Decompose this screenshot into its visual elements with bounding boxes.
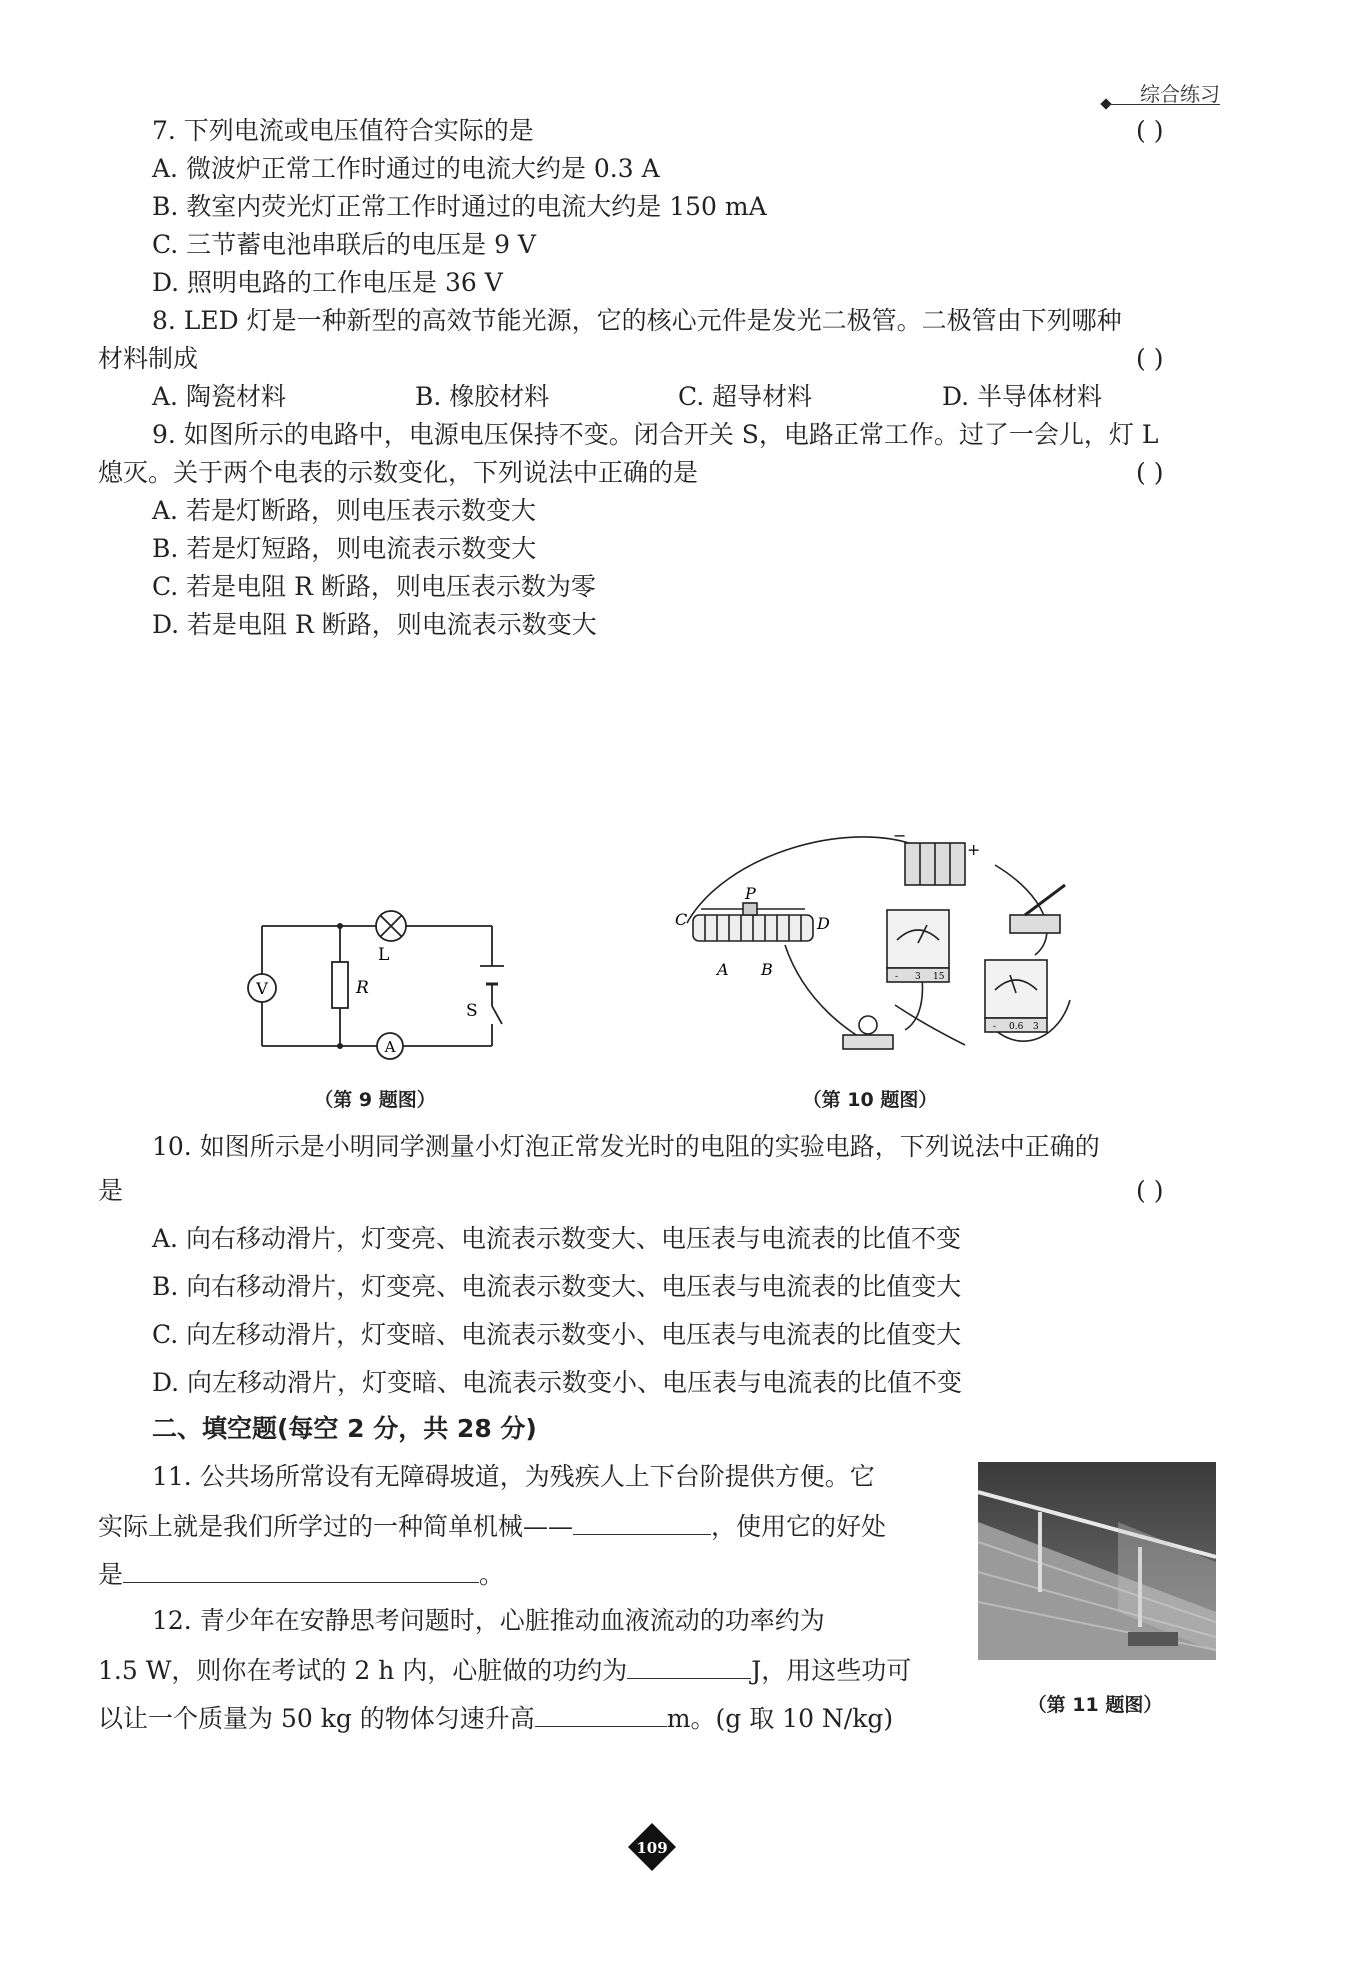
fig10-voltmeter-scale-neg: -: [895, 972, 899, 982]
fig9-resistor-label: R: [356, 978, 369, 998]
q7-option-c: C. 三节蓄电池串联后的电压是 9 V: [152, 230, 536, 259]
q11-line2-text-b: ，使用它的好处: [711, 1512, 887, 1541]
q12-blank-1[interactable]: [627, 1654, 751, 1679]
q7-option-b: B. 教室内荧光灯正常工作时通过的电流大约是 150 mA: [152, 192, 767, 221]
q12-line2-text-a: 1.5 W，则你在考试的 2 h 内，心脏做的功约为: [98, 1656, 628, 1685]
fig11-ramp-photo: [978, 1462, 1216, 1660]
q9-option-a: A. 若是灯断路，则电压表示数变大: [152, 496, 536, 525]
q12-line3-text-b: m。(g 取 10 N/kg): [666, 1704, 894, 1733]
fig9-ammeter-label: A: [384, 1038, 396, 1056]
q8-stem-line2: 材料制成: [98, 344, 199, 373]
fig10-label-a: A: [717, 960, 729, 979]
section-header: 综合练习: [1140, 82, 1220, 106]
fig10-label-p: P: [745, 884, 756, 903]
q10-stem-line2: 是: [98, 1176, 124, 1205]
q10-stem-line1: 10. 如图所示是小明同学测量小灯泡正常发光时的电阻的实验电路，下列说法中正确的: [152, 1132, 1100, 1161]
q12-blank-2[interactable]: [535, 1702, 667, 1727]
fig9-caption: （第 9 题图）: [314, 1089, 436, 1111]
q9-option-c: C. 若是电阻 R 断路，则电压表示数为零: [152, 572, 596, 601]
q8-stem-line1: 8. LED 灯是一种新型的高效节能光源，它的核心元件是发光二极管。二极管由下列哪种: [152, 306, 1122, 335]
header-rule: [1108, 104, 1220, 105]
fig9-voltmeter-label: V: [256, 979, 268, 998]
q12-line3: [98, 1702, 893, 1734]
q11-line3-text-b: 。: [479, 1560, 505, 1589]
q8-option-d: D. 半导体材料: [942, 382, 1103, 411]
q9-answer-paren: ( ): [1136, 458, 1164, 487]
q10-option-b: B. 向右移动滑片，灯变亮、电流表示数变大、电压表与电流表的比值变大: [152, 1272, 962, 1301]
q8-option-c: C. 超导材料: [678, 382, 813, 411]
fig10-voltmeter-scale-3: 3: [915, 972, 921, 982]
fig10-ammeter-scale-3: 3: [1033, 1022, 1039, 1032]
q10-option-a: A. 向右移动滑片，灯变亮、电流表示数变大、电压表与电流表的比值不变: [152, 1224, 961, 1253]
fig10-voltmeter-scale-15: 15: [933, 972, 945, 982]
q12-line2: [98, 1654, 911, 1686]
q11-blank-2[interactable]: [123, 1558, 479, 1583]
q10-option-c: C. 向左移动滑片，灯变暗、电流表示数变小、电压表与电流表的比值变大: [152, 1320, 962, 1349]
q10-answer-paren: ( ): [1136, 1176, 1164, 1205]
q9-stem-line1: 9. 如图所示的电路中，电源电压保持不变。闭合开关 S，电路正常工作。过了一会儿，灯 L: [152, 420, 1159, 449]
page-number: 109: [636, 1839, 668, 1857]
q12-line3-text-a: 以让一个质量为 50 kg 的物体匀速升高: [98, 1704, 535, 1733]
fig10-label-minus: −: [893, 826, 907, 845]
q8-option-a: A. 陶瓷材料: [152, 382, 286, 411]
fig9-circuit-diagram: [230, 900, 530, 1060]
fig9-switch-label: S: [466, 1001, 478, 1021]
q11-line1: 11. 公共场所常设有无障碍坡道，为残疾人上下台阶提供方便。它: [152, 1462, 875, 1491]
fig10-ammeter-scale-neg: -: [993, 1022, 997, 1032]
fig10-ammeter-scale-06: 0.6: [1009, 1022, 1024, 1032]
q10-option-d: D. 向左移动滑片，灯变暗、电流表示数变小、电压表与电流表的比值不变: [152, 1368, 963, 1397]
q9-option-d: D. 若是电阻 R 断路，则电流表示数变大: [152, 610, 597, 639]
fig10-label-d: D: [817, 914, 830, 933]
fig10-caption: （第 10 题图）: [802, 1089, 938, 1111]
q7-stem: 7. 下列电流或电压值符合实际的是: [152, 116, 534, 145]
q7-option-d: D. 照明电路的工作电压是 36 V: [152, 268, 503, 297]
fig10-label-plus: +: [967, 840, 981, 859]
fig9-lamp-label: L: [378, 945, 390, 965]
q7-answer-paren: ( ): [1136, 116, 1164, 145]
q12-line1: 12. 青少年在安静思考问题时，心脏推动血液流动的功率约为: [152, 1606, 825, 1635]
fig10-experiment-diagram: [665, 825, 1085, 1075]
section2-title: 二、填空题(每空 2 分，共 28 分): [152, 1414, 537, 1443]
q11-blank-1[interactable]: [573, 1510, 711, 1535]
q11-line2-text-a: 实际上就是我们所学过的一种简单机械——: [98, 1512, 574, 1541]
q7-option-a: A. 微波炉正常工作时通过的电流大约是 0.3 A: [152, 154, 660, 183]
page-number-badge: [627, 1822, 677, 1872]
q12-line2-text-b: J，用这些功可: [751, 1656, 912, 1685]
q11-line3-text-a: 是: [98, 1560, 124, 1589]
fig10-label-c: C: [675, 910, 688, 929]
q11-line2: [98, 1510, 886, 1542]
q8-option-b: B. 橡胶材料: [415, 382, 550, 411]
q9-option-b: B. 若是灯短路，则电流表示数变大: [152, 534, 537, 563]
q11-line3: [98, 1558, 504, 1590]
q9-stem-line2: 熄灭。关于两个电表的示数变化，下列说法中正确的是: [98, 458, 699, 487]
q8-answer-paren: ( ): [1136, 344, 1164, 373]
fig10-label-b: B: [761, 960, 773, 979]
fig11-caption: （第 11 题图）: [1027, 1694, 1163, 1716]
